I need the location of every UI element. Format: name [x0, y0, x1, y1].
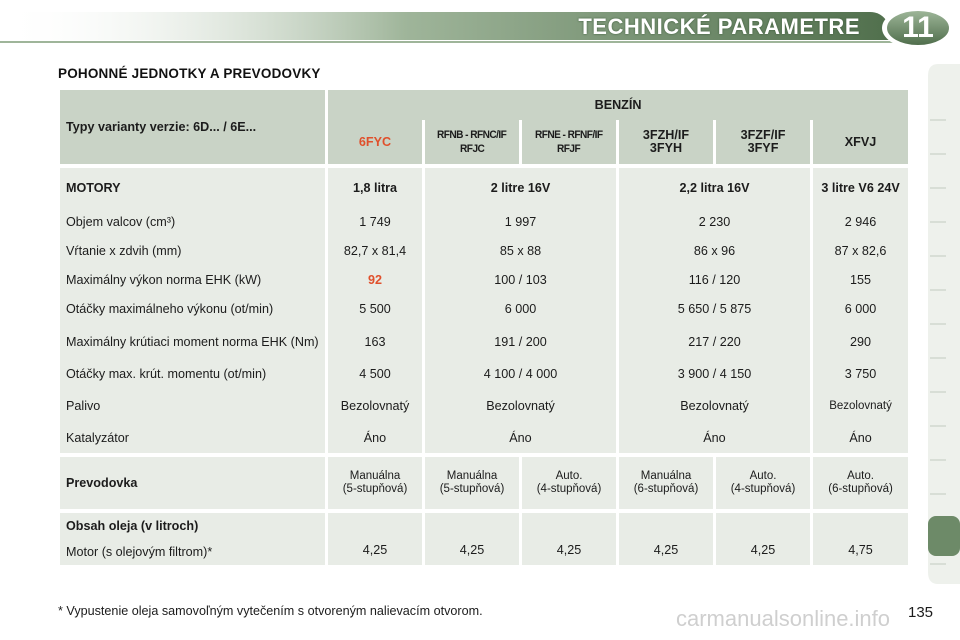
gearbox-value: Manuálna (5-stupňová) [425, 457, 519, 509]
row-value: 290 [813, 324, 908, 360]
row-value: 82,7 x 81,4 [328, 237, 422, 266]
variant-code: XFVJ [813, 120, 908, 164]
motor-value: 2,2 litra 16V [619, 168, 810, 208]
table-row [60, 237, 908, 266]
row-label: Katalyzátor [60, 423, 325, 453]
row-value: 5 650 / 5 875 [619, 295, 810, 324]
variant-code: 6FYC [328, 120, 422, 164]
table-row [60, 208, 908, 237]
oil-value: 4,25 [619, 513, 713, 565]
chapter-header [0, 0, 960, 50]
row-value: 3 750 [813, 360, 908, 389]
gearbox-value: Manuálna (6-stupňová) [619, 457, 713, 509]
technical-parameters-table [57, 90, 911, 565]
table-row [60, 360, 908, 389]
row-value: 1 997 [425, 208, 616, 237]
oil-value: 4,25 [716, 513, 810, 565]
variant-code: RFNE - RFNF/IF RFJF [522, 120, 616, 164]
row-value: 217 / 220 [619, 324, 810, 360]
gearbox-row [60, 457, 908, 509]
chapter-number: 11 [902, 11, 934, 44]
row-value: Bezolovnatý [328, 389, 422, 423]
gearbox-value: Auto. (4-stupňová) [522, 457, 616, 509]
row-value: 4 100 / 4 000 [425, 360, 616, 389]
chapter-side-tabs [926, 64, 960, 584]
oil-value: 4,25 [425, 513, 519, 565]
row-value: Áno [425, 423, 616, 453]
gearbox-value: Manuálna (5-stupňová) [328, 457, 422, 509]
row-value: 3 900 / 4 150 [619, 360, 810, 389]
row-label: Objem valcov (cm³) [60, 208, 325, 237]
footnote: * Vypustenie oleja samovoľným vytečením s otvoreným nalievacím otvorom. [58, 604, 483, 618]
row-value: 6 000 [813, 295, 908, 324]
oil-value: 4,25 [328, 513, 422, 565]
table-row [60, 389, 908, 423]
variant-code: 3FZF/IF 3FYF [716, 120, 810, 164]
row-value: 2 230 [619, 208, 810, 237]
row-value: 87 x 82,6 [813, 237, 908, 266]
row-value: 116 / 120 [619, 266, 810, 295]
row-label: Palivo [60, 389, 325, 423]
row-label: Maximálny krútiaci moment norma EHK (Nm) [60, 324, 325, 360]
oil-value: 4,25 [522, 513, 616, 565]
row-value: 4 500 [328, 360, 422, 389]
row-value: 1 749 [328, 208, 422, 237]
variant-label: Typy varianty verzie: 6D... / 6E... [60, 90, 325, 164]
row-value: Áno [813, 423, 908, 453]
row-value: 86 x 96 [619, 237, 810, 266]
motor-row [60, 168, 908, 208]
variant-code: RFNB - RFNC/IF RFJC [425, 120, 519, 164]
motor-value: 3 litre V6 24V [813, 168, 908, 208]
row-label: Maximálny výkon norma EHK (kW) [60, 266, 325, 295]
table-row [60, 295, 908, 324]
oil-row [60, 513, 908, 539]
oil-label: Obsah oleja (v litroch) [60, 513, 325, 539]
motor-value: 1,8 litra [328, 168, 422, 208]
fuel-header: BENZÍN [328, 90, 908, 120]
motor-label: MOTORY [60, 168, 325, 208]
gearbox-label: Prevodovka [60, 457, 325, 509]
oil-value: 4,75 [813, 513, 908, 565]
row-value: 191 / 200 [425, 324, 616, 360]
row-value: 5 500 [328, 295, 422, 324]
variant-code: 3FZH/IF 3FYH [619, 120, 713, 164]
row-value: 100 / 103 [425, 266, 616, 295]
row-value: 155 [813, 266, 908, 295]
row-value: 163 [328, 324, 422, 360]
table-row [60, 423, 908, 453]
row-value: 92 [328, 266, 422, 295]
table-row [60, 266, 908, 295]
watermark: carmanualsonline.info [676, 606, 891, 631]
gearbox-value: Auto. (6-stupňová) [813, 457, 908, 509]
row-label: Otáčky maximálneho výkonu (ot/min) [60, 295, 325, 324]
row-value: Áno [619, 423, 810, 453]
row-value: Áno [328, 423, 422, 453]
row-label: Vŕtanie x zdvih (mm) [60, 237, 325, 266]
section-title: POHONNÉ JEDNOTKY A PREVODOVKY [58, 66, 321, 81]
motor-value: 2 litre 16V [425, 168, 616, 208]
chapter-title: TECHNICKÉ PARAMETRE [578, 14, 860, 39]
gearbox-value: Auto. (4-stupňová) [716, 457, 810, 509]
row-value: Bezolovnatý [619, 389, 810, 423]
row-value: 85 x 88 [425, 237, 616, 266]
row-value: 6 000 [425, 295, 616, 324]
page-number: 135 [908, 604, 934, 621]
row-value: Bezolovnatý [813, 389, 908, 423]
table-row [60, 324, 908, 360]
oil-sub-label: Motor (s olejovým filtrom)* [60, 539, 325, 565]
row-value: Bezolovnatý [425, 389, 616, 423]
row-label: Otáčky max. krút. momentu (ot/min) [60, 360, 325, 389]
row-value: 2 946 [813, 208, 908, 237]
